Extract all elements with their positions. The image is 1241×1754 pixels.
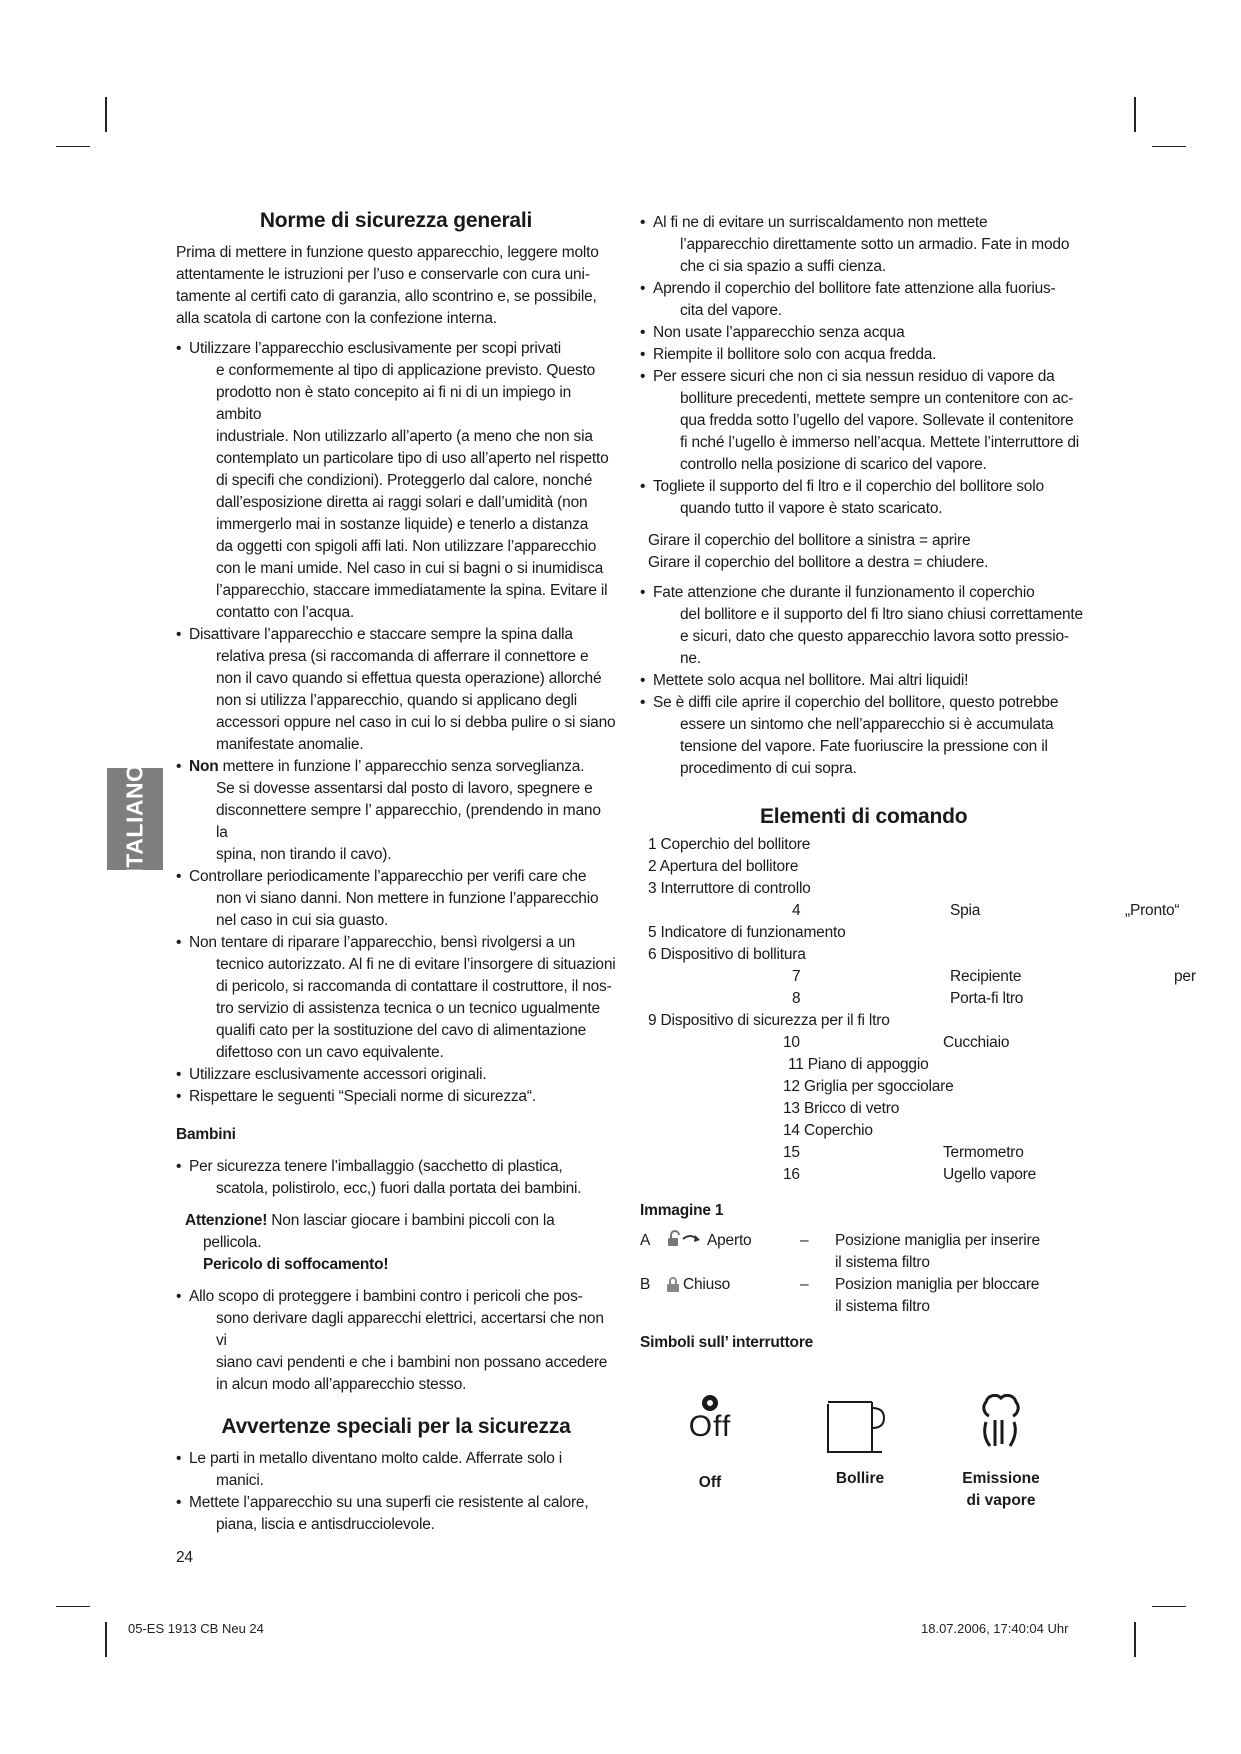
special-item: • Togliete il supporto del fi ltro e il coperchio del bollitore solo quando tutto il vapore è stato scaricato. <box>640 476 1200 520</box>
control-item: 2 Apertura del bollitore <box>648 858 799 875</box>
left-column <box>176 208 616 1536</box>
children-list <box>176 1286 616 1396</box>
special-item: • Le parti in metallo diventano molto calde. Afferrate solo i manici. <box>176 1448 616 1492</box>
language-tab <box>107 763 163 875</box>
intro-line: alla scatola di cartone con la confezione interna. <box>176 310 497 327</box>
language-tab-label: ITALIANO <box>121 763 148 875</box>
section-title-safety: Norme di sicurezza generali <box>259 209 533 232</box>
symbols-title: Simboli sull’ interruttore <box>640 1334 814 1351</box>
crop-mark <box>105 1622 107 1657</box>
figure-row-a: A Aperto – Posizione maniglia per inserire <box>640 1230 1200 1252</box>
control-item: 13 Bricco di vetro <box>783 1100 900 1117</box>
right-column: • Al fi ne di evitare un surriscaldamento non mettete l’apparecchio direttamente sotto un armadio. Fate in modo che ci sia spazio a suffi cienza. • Aprendo il coperchio del bollitore fate attenzione alla fuorius- cita del vapore. • Non usate l’apparecchio senza acqua • Riempite il bollitore solo con acqua fredda. • Per essere sicuri che non ci sia nessun residuo di vapore da bolliture precedenti, mettete sempre un contenitore con ac- qua fredda sotto l’ugello del vapore. Sollevate il contenitore fi nché l’ugello è immerso nell’acqua. Mettete l’interruttore di controllo nella posizione di scarico del vapore. • Togliete il supporto del fi ltro e il coperchio del bollitore solo quando tutto il vapore è stato scaricato. Girare il coperchio del bollitore a sinistra = aprire Girare il coperchio del bollitore a destra = chiudere. • Fate attenzione che durante il funzionamento il coperchio del bollitore e il supporto del fi ltro siano chiusi correttamente e sicuri, dato che questo apparecchio lavora sotto pressio- ne. • Mettete solo acqua nel bollitore. Mai altri liquidi! • Se è diffi cile aprire il coperchio del bollitore, questo potrebbe essere un sintomo che nell’apparecchio si è accumulata tensione del vapore. Fate fuoriuscire la pressione con il procedimento di cui sopra. Elementi di comando 1 Coperchio del bollitore 2 Apertura del bollitore 3 Interruttore di controllo 4 Spia „Pronto“ 5 Indicatore di funzionamento 6 Dispositivo di bollitura 7 Recipiente per 8 Porta-fi ltro 9 Dispositivo di sicurezza per il fi ltro 10 Cucchiaio 11 Piano di appoggio 12 Griglia per sgocciolare 13 Bricco di vetro 14 Coperchio 15 Termometro 16 Ugello vapore Immagine 1 A Aperto – Posizione maniglia per inserire il sistema filtro B Chiuso – Posizion maniglia per bloccare il sistema filtro Simboli sull’ interruttore <box>640 212 1200 1354</box>
symbol-off: Off Off <box>675 1394 745 1494</box>
steam-icon <box>966 1394 1036 1458</box>
off-icon: Off <box>675 1394 745 1454</box>
page-number: 24 <box>176 1549 193 1566</box>
special-list-cont <box>640 582 1200 780</box>
safety-item: • Disattivare l’apparecchio e staccare sempre la spina dalla relativa presa (si raccomanda di afferrare il connettore e non il cavo quando si effettua questa operazione) allorché non si utilizza l’apparecchio, quando si applicano degli accessori oppure nel caso in cui lo si debba pulire o si siano manifestate anomalie. <box>176 624 616 756</box>
boil-icon <box>820 1394 900 1458</box>
control-item: 9 Dispositivo di sicurezza per il fi ltro <box>648 1012 890 1029</box>
children-list <box>176 1156 616 1200</box>
footer-timestamp: 18.07.2006, 17:40:04 Uhr <box>921 1621 1069 1636</box>
warning-label: Attenzione! <box>185 1212 268 1229</box>
intro-line: tamente al certifi cato di garanzia, allo scontrino e, se possibile, <box>176 288 597 305</box>
special-item: • Fate attenzione che durante il funzionamento il coperchio del bollitore e il supporto del fi ltro siano chiusi correttamente e sicuri, dato che questo apparecchio lavora sotto pressio- ne. <box>640 582 1200 670</box>
section-title-special: Avvertenze speciali per la sicurezza <box>221 1415 571 1438</box>
special-item: • Mettete l’apparecchio su una superfi cie resistente al calore, piana, liscia e antisdrucciolevole. <box>176 1492 616 1536</box>
control-item: 8 Porta-fi ltro <box>792 990 1024 1007</box>
special-item: • Mettete solo acqua nel bollitore. Mai altri liquidi! <box>640 670 1200 692</box>
crop-mark <box>1152 146 1186 147</box>
safety-item: • Rispettare le seguenti “Speciali norme di sicurezza“. <box>176 1086 616 1108</box>
safety-item: • Non tentare di riparare l’apparecchio, bensì rivolgersi a un tecnico autorizzato. Al fi ne di evitare l’insorgere di situazioni di pericolo, si raccomanda di contattare il costruttore, il nos- tro servizio di assistenza tecnica o un tecnico ugualmente qualifi cato per la sostituzione del cavo di alimentazione difettoso con un cavo equivalente. <box>176 932 616 1064</box>
footer-file: 05-ES 1913 CB Neu 24 <box>128 1621 264 1636</box>
crop-mark <box>56 1606 90 1607</box>
crop-mark <box>105 97 107 132</box>
warning-block: Attenzione! Non lasciar giocare i bambini piccoli con la pellicola. Pericolo di soffocamento! <box>176 1210 616 1276</box>
danger-text: Pericolo di soffocamento! <box>203 1256 389 1273</box>
control-item: 5 Indicatore di funzionamento <box>648 924 846 941</box>
children-item: • Allo scopo di proteggere i bambini contro i pericoli che pos- sono derivare dagli apparecchi elettrici, accertarsi che non vi siano cavi pendenti e che i bambini non possano accedere in alcun modo all’apparecchio stesso. <box>176 1286 616 1396</box>
control-item: 6 Dispositivo di bollitura <box>648 946 806 963</box>
special-item: • Per essere sicuri che non ci sia nessun residuo di vapore da bolliture precedenti, mettete sempre un contenitore con ac- qua fredda sotto l’ugello del vapore. Sollevate il contenitore fi nché l’ugello è immerso nell’acqua. Mettete l’interruttore di controllo nella posizione di scarico del vapore. <box>640 366 1200 476</box>
special-item: • Se è diffi cile aprire il coperchio del bollitore, questo potrebbe essere un sintomo che nell’apparecchio si è accumulata tensione del vapore. Fate fuoriuscire la pressione con il procedimento di cui sopra. <box>640 692 1200 780</box>
control-item: 10 Cucchiaio <box>783 1034 1010 1051</box>
control-item: 16 Ugello vapore <box>783 1166 1037 1183</box>
special-item: • Al fi ne di evitare un surriscaldamento non mettete l’apparecchio direttamente sotto un armadio. Fate in modo che ci sia spazio a suffi cienza. <box>640 212 1200 278</box>
control-item: 1 Coperchio del bollitore <box>648 836 811 853</box>
special-list <box>176 1448 616 1536</box>
safety-item: • Utilizzare esclusivamente accessori originali. <box>176 1064 616 1086</box>
crop-mark <box>56 146 90 147</box>
special-item: • Riempite il bollitore solo con acqua fredda. <box>640 344 1200 366</box>
symbol-boil: Bollire <box>810 1394 910 1490</box>
subsection-title-children: Bambini <box>176 1126 236 1143</box>
control-item: 3 Interruttore di controllo <box>648 880 811 897</box>
special-item: • Non usate l’apparecchio senza acqua <box>640 322 1200 344</box>
control-item: 14 Coperchio <box>783 1122 873 1139</box>
control-item: 12 Griglia per sgocciolare <box>783 1078 954 1095</box>
control-item: 11 Piano di appoggio <box>788 1056 929 1073</box>
figure-title: Immagine 1 <box>640 1202 724 1219</box>
control-item: 15 Termometro <box>783 1144 1024 1161</box>
children-item: • Per sicurezza tenere l’imballaggio (sacchetto di plastica, scatola, polistirolo, ecc,) fuori dalla portata dei bambini. <box>176 1156 616 1200</box>
controls-list <box>640 834 1200 1186</box>
safety-item: • Utilizzare l’apparecchio esclusivamente per scopi privati e conformemente al tipo di applicazione previsto. Questo prodotto non è stato concepito ai fi ni di un impiego in ambito industriale. Non utilizzarlo all’aperto (a meno che non sia contemplato un particolare tipo di uso all’aperto nel rispetto di specifi che condizioni). Proteggerlo dal calore, nonché dall’esposizione diretta ai raggi solari e dall’umidità (non immergerlo mai in sostanze liquide) e tenerlo a distanza da oggetti con spigoli affi lati. Non utilizzare l’apparecchio con le mani umide. Nel caso in cui si bagni o si inumidisca l’apparecchio, staccare immediatamente la spina. Evitare il contatto con l’acqua. <box>176 338 616 624</box>
special-item: • Aprendo il coperchio del bollitore fate attenzione alla fuorius- cita del vapore. <box>640 278 1200 322</box>
symbol-steam: Emissione di vapore <box>946 1394 1056 1512</box>
crop-mark <box>1152 1606 1186 1607</box>
crop-mark <box>1134 1622 1136 1657</box>
safety-list <box>176 338 616 1108</box>
lid-instructions: Girare il coperchio del bollitore a sinistra = aprire Girare il coperchio del bollitore a destra = chiudere. <box>648 532 989 571</box>
safety-item: • Controllare periodicamente l’apparecchio per verifi care che non vi siano danni. Non mettere in funzione l’apparecchio nel caso in cui sia guasto. <box>176 866 616 932</box>
crop-mark <box>1134 97 1136 132</box>
intro-line: Prima di mettere in funzione questo apparecchio, leggere molto <box>176 244 599 261</box>
control-item: 7 Recipiente per <box>792 968 1196 985</box>
intro-line: attentamente le istruzioni per l’uso e conservarle con cura uni- <box>176 266 590 283</box>
safety-item: • Non mettere in funzione l’ apparecchio senza sorveglianza. Se si dovesse assentarsi dal posto di lavoro, spegnere e disconnettere sempre l’ apparecchio, (prendendo in mano la spina, non tirando il cavo). <box>176 756 616 866</box>
control-item: 4 Spia „Pronto“ <box>792 902 1180 919</box>
section-title-controls: Elementi di comando <box>760 805 968 828</box>
figure-row-b: B Chiuso – Posizion maniglia per bloccare <box>640 1274 1200 1296</box>
special-list-cont <box>640 212 1200 520</box>
